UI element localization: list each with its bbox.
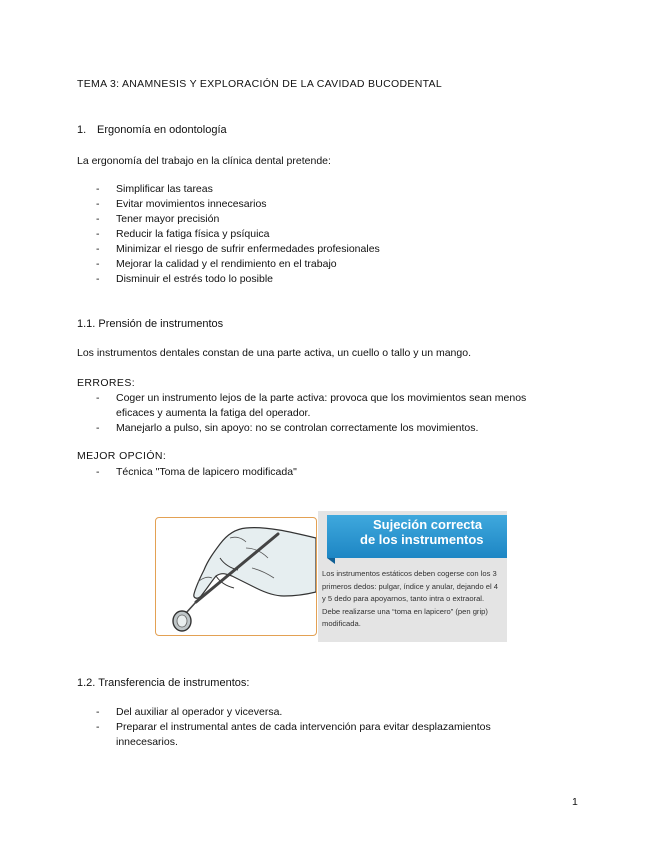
- list-item: - Preparar el instrumental antes de cada intervención para evitar desplazamientos innecesarios.: [96, 721, 491, 748]
- intro-paragraph: La ergonomía del trabajo en la clínica dental pretende:: [77, 155, 331, 167]
- list-item: - Minimizar el riesgo de sufrir enfermedades profesionales: [96, 243, 380, 255]
- section-number: 1.: [77, 124, 87, 136]
- errors-list: [77, 391, 562, 436]
- list-item: - Coger un instrumento lejos de la parte activa: provoca que los movimientos sean menos eficaces y aumenta la fatiga del operador.: [96, 392, 527, 419]
- hand-holding-mirror-icon: [156, 518, 316, 635]
- list-item: - Del auxiliar al operador y viceversa.: [96, 706, 283, 718]
- grip-info-panel: [318, 511, 507, 642]
- page-number: 1: [572, 796, 578, 808]
- figure-caption: Los instrumentos estáticos deben cogerse con los 3 primeros dedos: pulgar, índice y anular, dejando el 4 y 5 dedo para apoyarnos, tanto intra o extraoral. Debe realizarse una “toma en lapicero” (pen grip) modificada.: [322, 569, 499, 628]
- section-title: Ergonomía en odontología: [97, 124, 227, 136]
- list-item: - Manejarlo a pulso, sin apoyo: no se controlan correctamente los movimientos.: [96, 422, 479, 434]
- list-item: - Simplificar las tareas: [96, 183, 213, 195]
- list-item: - Mejorar la calidad y el rendimiento en el trabajo: [96, 258, 337, 270]
- instrument-grip-figure: [155, 511, 507, 642]
- banner-title-line2: de los instrumentos: [360, 532, 484, 547]
- section-heading-ergonomia: [77, 124, 227, 136]
- document-title: TEMA 3: ANAMNESIS Y EXPLORACIÓN DE LA CAVIDAD BUCODENTAL: [77, 78, 442, 90]
- banner-fold: [327, 558, 335, 564]
- hand-grip-illustration: [155, 517, 317, 636]
- list-item: - Evitar movimientos innecesarios: [96, 198, 267, 210]
- subsection-heading-prension: 1.1. Prensión de instrumentos: [77, 318, 224, 330]
- list-item: - Tener mayor precisión: [96, 213, 220, 225]
- errors-label: ERRORES:: [77, 377, 136, 389]
- instruments-paragraph: Los instrumentos dentales constan de una parte activa, un cuello o tallo y un mango.: [77, 347, 471, 359]
- transfer-list: [77, 705, 547, 750]
- best-option-list: [77, 465, 297, 480]
- banner-title-line1: Sujeción correcta: [373, 517, 483, 532]
- subsection-heading-transferencia: 1.2. Transferencia de instrumentos:: [77, 677, 250, 689]
- best-option-label: MEJOR OPCIÓN:: [77, 450, 167, 462]
- list-item: - Reducir la fatiga física y psíquica: [96, 228, 270, 240]
- list-item: - Disminuir el estrés todo lo posible: [96, 273, 273, 285]
- ergonomia-goals-list: [77, 182, 380, 287]
- list-item: - Técnica "Toma de lapicero modificada": [96, 466, 297, 478]
